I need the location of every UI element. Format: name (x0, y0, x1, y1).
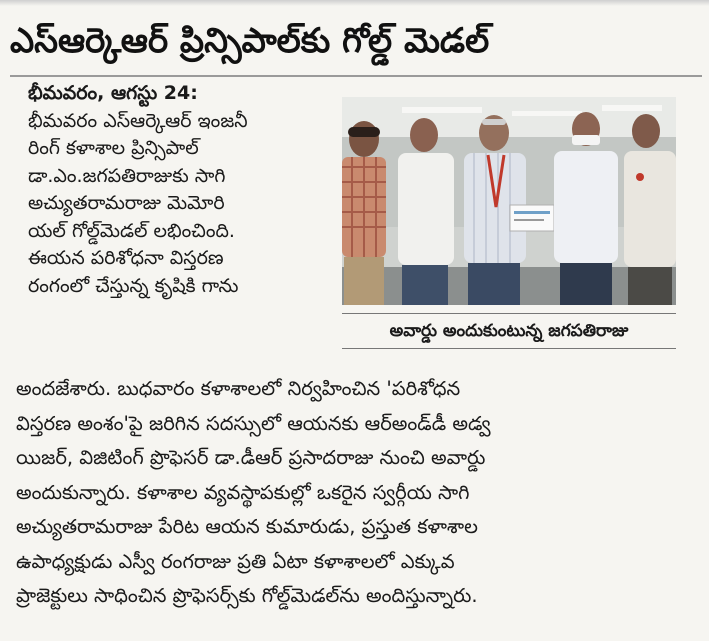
article-dateline: భీమవరం, ఆగస్టు 24: (28, 82, 198, 104)
article-line: రింగ్ కళాశాల ప్రిన్సిపాల్ (28, 137, 199, 159)
article-line: యిజర్, విజిటింగ్ ప్రొఫెసర్ డా.డీఆర్ ప్రసాదరాజు నుంచి అవార్డు (16, 446, 486, 469)
article-line: ఈయన పరిశోధనా విస్తరణ (28, 247, 224, 269)
article-line: అందుకున్నారు. కళాశాల వ్యవస్థాపకుల్లో ఒకరైన స్వర్గీయ సాగి (16, 480, 470, 504)
page-top-edge (0, 0, 709, 6)
award-photo-illustration (342, 97, 676, 305)
photo-caption: అవార్డు అందుకుంటున్న జగపతిరాజు (342, 313, 676, 349)
article-line: రంగంలో చేస్తున్న కృషికి గాను (28, 274, 239, 297)
article-line: ఉపాధ్యక్షుడు ఎస్వీ రంగరాజు ప్రతి ఏటా కళాశాలలో ఎక్కువ (16, 549, 455, 573)
headline-divider (10, 75, 702, 77)
article-line: ప్రాజెక్టులు సాధించిన ప్రొఫెసర్స్‌కు గోల్డ్‌మెడల్‌ను అందిస్తున్నారు. (16, 584, 478, 607)
article-line: అచ్యుతరామరాజు మెమోరి (28, 192, 225, 214)
article-line: డా.ఎం.జగపతిరాజుకు సాగి (28, 164, 226, 187)
article-line: విస్తరణ అంశం'పై జరిగిన సదస్సులో ఆయనకు ఆర్‌అండ్‌డీ అడ్వ (16, 411, 491, 435)
award-photo (342, 97, 676, 305)
article-line: భీమవరం ఎస్ఆర్కెఆర్ ఇంజనీ (28, 109, 248, 132)
article-headline: ఎస్ఆర్కెఆర్ ప్రిన్సిపాల్‌కు గోల్డ్ మెడల్ (10, 21, 490, 61)
article-line: అందజేశారు. బుధవారం కళాశాలలో నిర్వహించిన 'పరిశోధన (16, 377, 461, 400)
article-left-column (28, 80, 328, 300)
article-line: అచ్యుతరామరాజు పేరిట ఆయన కుమారుడు, ప్రస్తుత కళాశాల (16, 515, 478, 538)
article-full-width-body (16, 372, 696, 614)
article-line: యల్ గోల్డ్‌మెడల్ లభించింది. (28, 219, 235, 242)
